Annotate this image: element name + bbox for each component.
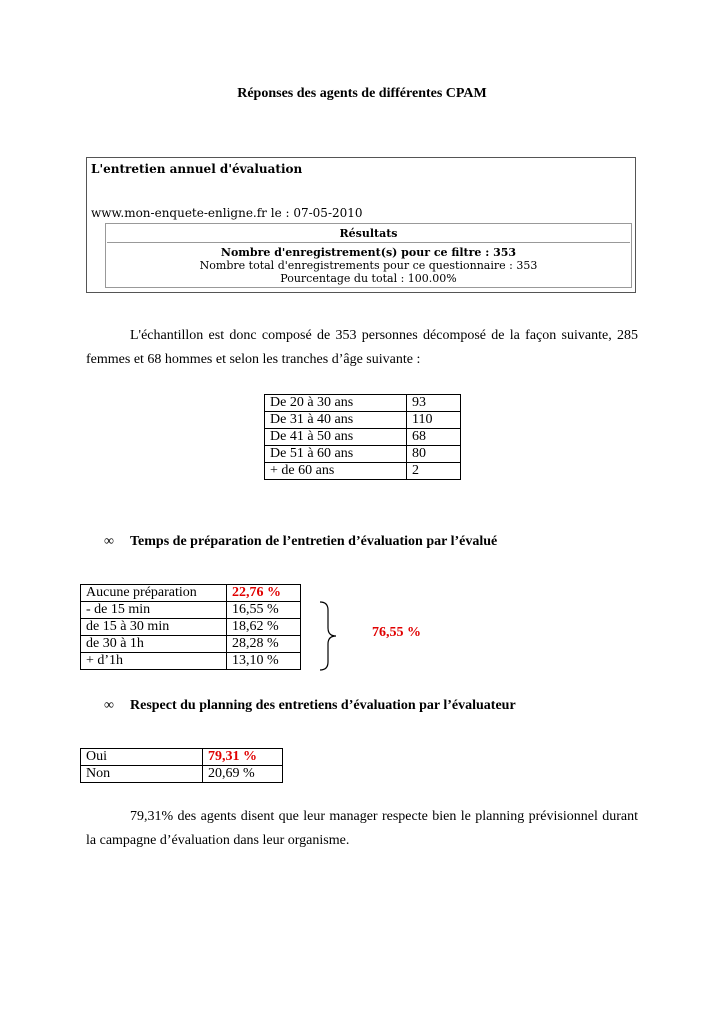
section-heading-planning: ∞ Respect du planning des entretiens d’évaluation par l’évaluateur [104, 698, 516, 713]
infinity-bullet-icon: ∞ [104, 698, 114, 713]
table-row: De 51 à 60 ans 80 [265, 446, 461, 463]
closing-paragraph: 79,31% des agents disent que leur manager respecte bien le planning prévisionnel durant la campagne d’évaluation dans leur organisme. [86, 809, 638, 848]
survey-title: L'entretien annuel d'évaluation [91, 162, 303, 176]
total-percentage: Pourcentage du total : 100.00% [280, 272, 457, 285]
results-box [105, 223, 632, 288]
table-row: De 31 à 40 ans 110 [265, 412, 461, 429]
table-row: Aucune préparation 22,76 % [81, 585, 301, 602]
results-header: Résultats [107, 225, 630, 243]
age-table [264, 394, 461, 480]
table-row: - de 15 min 16,55 % [81, 602, 301, 619]
curly-brace-icon [318, 600, 340, 672]
preparation-table [80, 584, 301, 670]
table-row: de 30 à 1h 28,28 % [81, 636, 301, 653]
total-count: Nombre total d'enregistrements pour ce questionnaire : 353 [199, 259, 538, 272]
brace-total: 76,55 % [372, 625, 421, 640]
planning-table [80, 748, 283, 783]
table-row: Oui 79,31 % [81, 749, 283, 766]
section-heading-preparation: ∞ Temps de préparation de l’entretien d’évaluation par l’évalué [104, 534, 498, 549]
infinity-bullet-icon: ∞ [104, 534, 114, 549]
table-row: Non 20,69 % [81, 766, 283, 783]
table-row: De 20 à 30 ans 93 [265, 395, 461, 412]
page-title: Réponses des agents de différentes CPAM [237, 86, 487, 101]
table-row: + d’1h 13,10 % [81, 653, 301, 670]
table-row: de 15 à 30 min 18,62 % [81, 619, 301, 636]
filter-count: Nombre d'enregistrement(s) pour ce filtre : 353 [220, 246, 517, 259]
table-row: + de 60 ans 2 [265, 463, 461, 480]
table-row: De 41 à 50 ans 68 [265, 429, 461, 446]
survey-results-screenshot [86, 157, 636, 293]
intro-paragraph: L'échantillon est donc composé de 353 personnes décomposé de la façon suivante, 285 femmes et 68 hommes et selon les tranches d’âge suivante : [86, 328, 638, 367]
survey-url-date: www.mon-enquete-enligne.fr le : 07-05-2010 [91, 206, 363, 220]
